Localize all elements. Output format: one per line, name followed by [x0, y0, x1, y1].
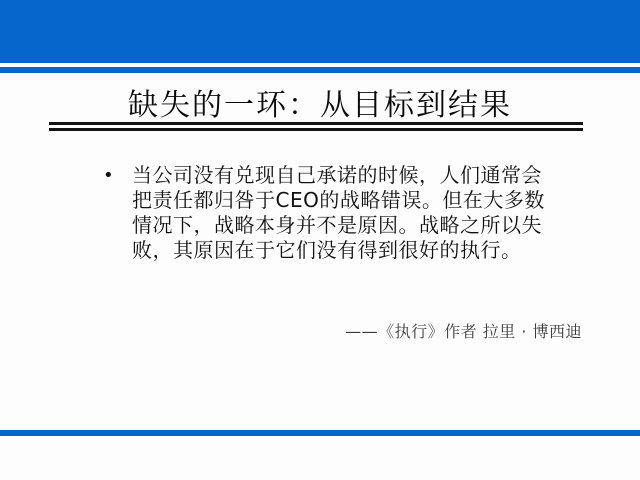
bullet-marker: •: [103, 165, 114, 186]
title-double-underline: [49, 122, 583, 131]
bullet-text-line: 情况下，战略本身并不是原因。战略之所以失: [132, 213, 542, 237]
top-banner: [0, 0, 640, 63]
bullet-item: [103, 163, 585, 263]
bullet-text: [132, 163, 585, 263]
top-accent-stripe: [0, 67, 640, 73]
bullet-text-line: 败，其原因在于它们没有得到很好的执行。: [132, 238, 522, 262]
attribution-line: ——《执行》作者 拉里 · 博西迪: [345, 322, 582, 341]
slide-title: 缺失的一环：从目标到结果: [128, 88, 512, 123]
bullet-text-line: 当公司没有兑现自己承诺的时候，人们通常会: [132, 163, 542, 187]
bullet-text-line: 把责任都归咎于CEO的战略错误。但在大多数: [132, 188, 545, 212]
bottom-accent-stripe: [0, 430, 640, 436]
